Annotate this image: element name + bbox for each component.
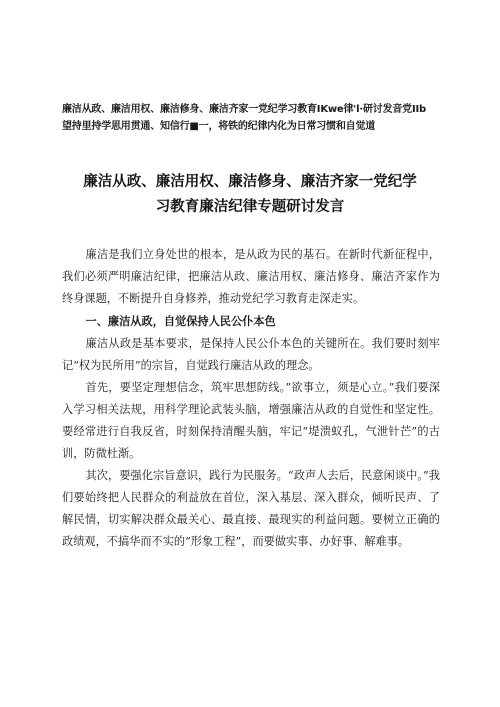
document-header (62, 101, 462, 135)
title-line-1: 廉洁从政、廉洁用权、廉洁修身、廉洁齐家一党纪学 (83, 174, 417, 190)
body-paragraph-3: 其次，要强化宗旨意识，践行为民服务。“政声人去后，民意闲谈中。”我们要始终把人民群众的利益放在首位，深入基层、深入群众，倾听民声、了解民情，切实解决群众最关心、最直接、最现实的利益问题。要树立正确的政绩观，不搞华而不实的“形象工程”，而要做实事、办好事、解难事。 (62, 469, 440, 548)
section-heading-1: 一、廉洁从政，自觉保持人民公仆本色 (85, 315, 276, 328)
header-line-1: 廉洁从政、廉洁用权、廉洁修身、廉洁齐家一党纪学习教育IKwe律'l·研讨发音党IIb (62, 104, 426, 115)
title-line-2: 习教育廉洁纪律专题研讨发言 (155, 199, 345, 215)
header-line-2: 望持里持学思用贯通、知信行■一，将铁的纪律内化为日常习惯和自觉道 (62, 121, 376, 132)
body-paragraph-1: 廉洁从政是基本要求，是保持人民公仆本色的关键所在。我们要时刻牢记“权为民所用”的宗旨，自觉践行廉洁从政的理念。 (62, 337, 440, 372)
document-body (62, 244, 440, 553)
document-title (0, 170, 500, 220)
intro-paragraph: 廉洁是我们立身处世的根本，是从政为民的基石。在新时代新征程中，我们必须严明廉洁纪律，把廉洁从政、廉洁用权、廉洁修身、廉洁齐家作为终身课题，不断提升自身修养，推动党纪学习教育走深走实。 (62, 248, 440, 305)
body-paragraph-2: 首先，要坚定理想信念，筑牢思想防线。”欲事立，须是心立。”我们要深入学习相关法规，用科学理论武装头脑，增强廉洁从政的自觉性和坚定性。要经常进行自我反省，时刻保持清醒头脑，牢记“堤溃蚁孔，气泄针芒”的古训，防微杜渐。 (62, 381, 440, 460)
